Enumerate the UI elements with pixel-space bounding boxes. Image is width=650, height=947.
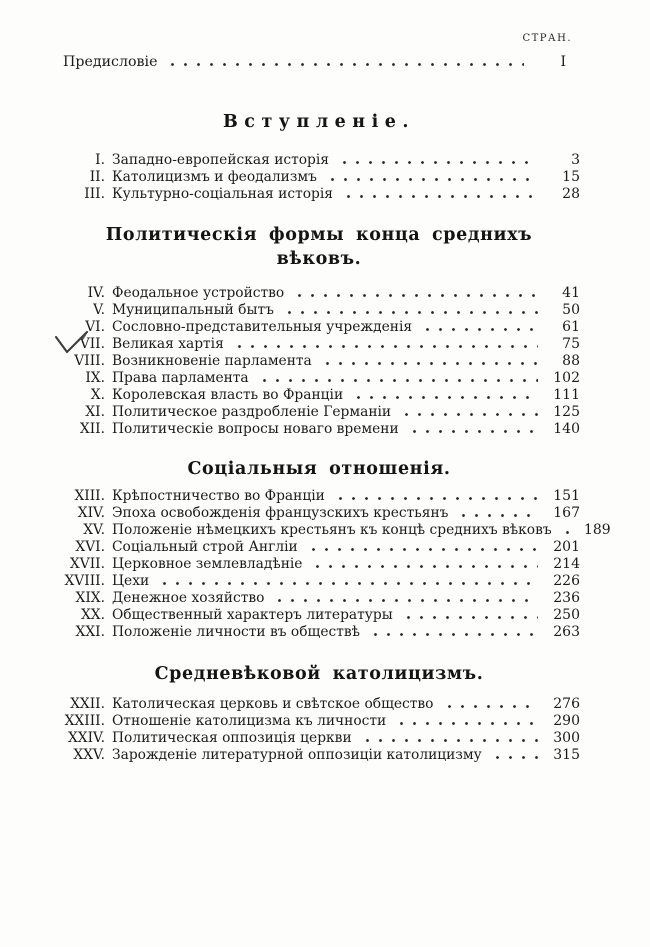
entry-number: VIII. (74, 353, 105, 369)
page-column-header: СТРАН. (522, 33, 572, 44)
section-heading: Вступленіе. (223, 112, 415, 132)
entry-title: Положеніе личности въ обществѣ (112, 624, 360, 640)
entry-title: Права парламента (112, 370, 249, 386)
entry-title: Зарожденіе литературной оппозиціи католицизму (112, 747, 482, 763)
entry-number: X. (90, 387, 105, 403)
entry-title: Предисловіе (63, 54, 158, 70)
toc-entry (58, 370, 580, 387)
entry-number: XV. (83, 522, 105, 538)
entry-number: XIV. (77, 505, 105, 521)
entry-number: XXIII. (64, 713, 105, 729)
entry-page: 50 (562, 302, 580, 318)
dot-leader (408, 430, 538, 433)
dot-leader (561, 531, 569, 534)
entry-number: XXII. (70, 696, 105, 712)
entry-number: IX. (85, 370, 105, 386)
entry-page: 167 (553, 505, 580, 521)
toc-section (58, 223, 580, 438)
entry-page: 140 (553, 421, 580, 437)
entry-page: I (560, 54, 566, 70)
toc-entry (58, 302, 580, 319)
dot-leader (421, 328, 538, 331)
entry-page: 214 (553, 556, 580, 572)
toc-entry (58, 404, 580, 421)
toc-entry (58, 488, 580, 505)
entry-page: 125 (553, 404, 580, 420)
toc-entry (58, 539, 580, 556)
dot-leader (342, 195, 538, 198)
toc-entry (58, 696, 580, 713)
entry-title: Феодальное устройство (112, 285, 285, 301)
entry-page: 315 (553, 747, 580, 763)
toc-entry (58, 713, 580, 730)
dot-leader (352, 396, 538, 399)
entry-title: Политическое раздробленіе Германіи (112, 404, 392, 420)
entry-title: Крѣпостничество во Франціи (112, 488, 325, 504)
entry-title: Муниципальный бытъ (112, 302, 274, 318)
section-entries (58, 696, 580, 764)
entry-title: Положеніе нѣмецкихъ крестьянъ къ концѣ среднихъ вѣковъ (112, 522, 552, 538)
entry-page: 236 (553, 590, 580, 606)
toc-entry (58, 285, 580, 302)
section-entries (58, 285, 580, 438)
entry-page: 189 (583, 522, 611, 538)
entry-number: XI. (85, 404, 105, 420)
toc-section (58, 662, 580, 764)
entry-number: V. (93, 302, 105, 318)
toc-entry (58, 505, 580, 522)
toc-entry (58, 556, 580, 573)
entry-page: 61 (562, 319, 580, 335)
toc-entry (58, 573, 580, 590)
entry-number: XXI. (75, 624, 105, 640)
entry-title: Цехи (112, 573, 150, 589)
dot-leader (321, 362, 538, 365)
entry-title: Культурно-соціальная исторія (112, 186, 333, 202)
entry-number: XVI. (75, 539, 105, 555)
entry-page: 41 (562, 285, 580, 301)
entry-page: 151 (553, 488, 580, 504)
entry-number: VI. (85, 319, 105, 335)
entry-page: 102 (553, 370, 580, 386)
dot-leader (158, 582, 538, 585)
entry-title: Отношеніе католицизма къ личности (112, 713, 387, 729)
entry-page: 75 (562, 336, 580, 352)
entry-title: Церковное землевладѣніе (112, 556, 303, 572)
entry-number: XX. (80, 607, 105, 623)
entry-page: 290 (553, 713, 580, 729)
dot-leader (338, 161, 538, 164)
entry-title: Великая хартія (112, 336, 224, 352)
entry-title: Католическая церковь и свѣтское общество (112, 696, 434, 712)
dot-leader (283, 311, 538, 314)
toc-entry (58, 169, 580, 186)
toc-entry (58, 590, 580, 607)
dot-leader (491, 756, 538, 759)
dot-leader (369, 633, 538, 636)
section-entries (58, 488, 611, 641)
dot-leader (400, 413, 538, 416)
dot-leader (307, 548, 538, 551)
toc-entry (58, 319, 580, 336)
dot-leader (443, 705, 539, 708)
entry-page: 3 (571, 152, 580, 168)
toc-entry (58, 730, 580, 747)
dot-leader (326, 178, 538, 181)
entry-title: Общественный характеръ литературы (112, 607, 393, 623)
entry-title: Эпоха освобожденія французскихъ крестьянъ (112, 505, 449, 521)
entry-page: 300 (553, 730, 580, 746)
entry-number: XIX. (75, 590, 105, 606)
toc-entry (58, 186, 580, 203)
table-of-contents (58, 110, 611, 764)
entry-number: XXIV. (67, 730, 105, 746)
section-heading: Средневѣковой католицизмъ. (154, 664, 484, 684)
entry-page: 226 (553, 573, 580, 589)
dot-leader (334, 497, 538, 500)
dot-leader (166, 63, 524, 66)
section-heading: Политическія формы конца среднихъ вѣковъ. (105, 225, 533, 269)
dot-leader (273, 599, 538, 602)
entry-number: I. (95, 152, 105, 168)
entry-page: 263 (553, 624, 580, 640)
toc-entry (58, 624, 580, 641)
entry-page: 250 (553, 607, 580, 623)
toc-entry (58, 421, 580, 438)
entry-number: VII. (79, 336, 105, 352)
entry-title: Католицизмъ и феодализмъ (112, 169, 317, 185)
entry-page: 15 (562, 169, 580, 185)
entry-page: 28 (562, 186, 580, 202)
toc-entry (58, 387, 580, 404)
entry-title: Королевская власть во Франціи (112, 387, 344, 403)
toc-entry (58, 353, 580, 370)
dot-leader (311, 565, 538, 568)
entry-number: XIII. (74, 488, 105, 504)
entry-title: Политическіе вопросы новаго времени (112, 421, 399, 437)
entry-number: IV. (87, 285, 105, 301)
entry-page: 201 (553, 539, 580, 555)
entry-number: XVII. (69, 556, 105, 572)
toc-entry (58, 747, 580, 764)
entry-number: III. (84, 186, 105, 202)
dot-leader (402, 616, 538, 619)
entry-title: Соціальный строй Англіи (112, 539, 298, 555)
entry-title: Политическая оппозиція церкви (112, 730, 352, 746)
toc-entry (58, 152, 580, 169)
entry-title: Денежное хозяйство (112, 590, 265, 606)
dot-leader (233, 345, 538, 348)
toc-entry (58, 336, 580, 353)
dot-leader (293, 294, 538, 297)
toc-entry-preface (58, 54, 580, 71)
entry-page: 88 (562, 353, 580, 369)
toc-section (58, 457, 611, 641)
dot-leader (457, 514, 538, 517)
dot-leader (395, 722, 538, 725)
entry-title: Западно-европейская исторія (112, 152, 330, 168)
entry-number: II. (89, 169, 105, 185)
toc-entry (58, 607, 580, 624)
entry-title: Возникновеніе парламента (112, 353, 312, 369)
toc-section (58, 110, 580, 203)
entry-number: XII. (79, 421, 105, 437)
section-heading: Соціальныя отношенія. (187, 459, 451, 479)
toc-entry (58, 522, 611, 539)
entry-page: 111 (553, 387, 580, 403)
section-entries (58, 152, 580, 203)
dot-leader (361, 739, 538, 742)
entry-number: XXV. (73, 747, 105, 763)
entry-page: 276 (553, 696, 580, 712)
entry-number: XVIII. (64, 573, 105, 589)
entry-title: Сословно-представительныя учрежденія (112, 319, 413, 335)
dot-leader (258, 379, 538, 382)
